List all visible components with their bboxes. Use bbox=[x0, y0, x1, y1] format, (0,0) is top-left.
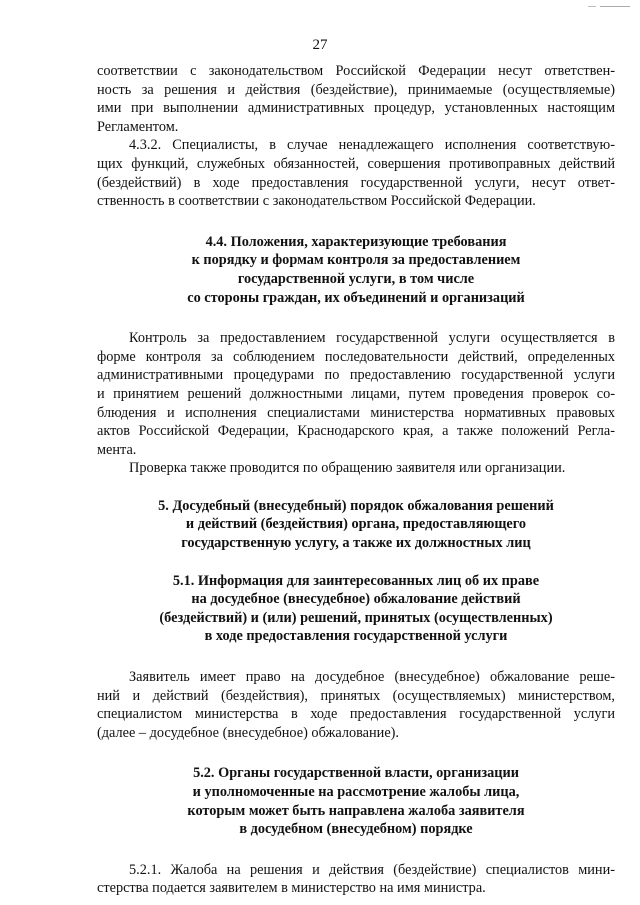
heading-line: которым может быть направлена жалоба заявителя bbox=[187, 802, 525, 819]
text-line: блюдения и исполнения специалистами министерства нормативных правовых bbox=[97, 404, 615, 421]
text-line: мента. bbox=[97, 441, 137, 458]
heading-line: государственную услугу, а также их должностных лиц bbox=[181, 535, 531, 552]
text-line: ность за решения и действия (бездействие), принимаемые (осуществляемые) bbox=[97, 81, 615, 98]
heading-line: к порядку и формам контроля за предоставлением bbox=[191, 252, 521, 269]
text-line: ственность в соответствии с законодательством Российской Федерации. bbox=[97, 193, 536, 210]
section-heading-5 bbox=[97, 497, 615, 553]
heading-line: 5.1. Информация для заинтересованных лиц об их праве bbox=[172, 572, 540, 589]
paragraph-check bbox=[97, 459, 615, 478]
section-heading-5-2 bbox=[97, 764, 615, 838]
heading-line: со стороны граждан, их объединений и организаций bbox=[187, 289, 525, 306]
text-line: стерства подается заявителем в министерство на имя министра. bbox=[97, 880, 486, 897]
page-number: 27 bbox=[312, 37, 328, 53]
section-heading-5-1 bbox=[97, 572, 615, 646]
text-line: Регламентом. bbox=[97, 118, 179, 135]
text-line: 4.3.2. Специалисты, в случае ненадлежащего исполнения соответствую- bbox=[129, 137, 615, 154]
text-line: и принятием решений должностными лицами, путем проведения проверок со- bbox=[97, 385, 615, 402]
text-line: административными процедурами по предоставлению государственной услуги bbox=[97, 367, 615, 384]
heading-line: 5. Досудебный (внесудебный) порядок обжалования решений bbox=[158, 497, 554, 514]
heading-line: 4.4. Положения, характеризующие требования bbox=[205, 233, 507, 250]
section-heading-4-4 bbox=[97, 233, 615, 307]
document-body bbox=[97, 62, 615, 898]
paragraph-right-to-appeal bbox=[97, 668, 615, 742]
paragraph-control bbox=[97, 329, 615, 459]
text-line: Заявитель имеет право на досудебное (внесудебное) обжалование реше- bbox=[129, 669, 615, 686]
text-line: Контроль за предоставлением государственной услуги осуществляется в bbox=[129, 330, 615, 347]
heading-line: и уполномоченные на рассмотрение жалобы лица, bbox=[192, 784, 520, 800]
heading-line: 5.2. Органы государственной власти, организации bbox=[193, 765, 519, 782]
paragraph-4-3-2 bbox=[97, 136, 615, 210]
text-line: специалистом министерства в ходе предоставления государственной услуги bbox=[97, 706, 615, 723]
text-line: ими при выполнении административных процедур, установленных настоящим bbox=[97, 100, 615, 117]
text-line: соответствии с законодательством Российской Федерации несут ответствен- bbox=[97, 63, 615, 79]
scan-artifact-mark bbox=[588, 6, 596, 7]
text-line: (далее – досудебное (внесудебное) обжалование). bbox=[97, 724, 400, 741]
heading-line: государственной услуги, в том числе bbox=[237, 270, 475, 287]
text-line: (бездействий) в ходе предоставления государственной услуги, несут ответ- bbox=[97, 174, 615, 191]
heading-line: на досудебное (внесудебное) обжалование действий bbox=[191, 591, 521, 608]
text-line: щих функций, служебных обязанностей, совершения противоправных действий bbox=[97, 155, 615, 172]
text-line: форме контроля за соблюдением последовательности действий, определенных bbox=[97, 348, 615, 365]
text-line: 5.2.1. Жалоба на решения и действия (бездействие) специалистов мини- bbox=[129, 861, 615, 878]
heading-line: (бездействий) и (или) решений, принятых (осуществленных) bbox=[159, 609, 553, 626]
text-line: актов Российской Федерации, Краснодарского края, а также положений Регла- bbox=[97, 423, 615, 440]
heading-line: в досудебном (внесудебном) порядке bbox=[239, 821, 473, 838]
paragraph-5-2-1 bbox=[97, 861, 615, 898]
text-line: Проверка также проводится по обращению заявителя или организации. bbox=[129, 460, 566, 477]
heading-line: и действий (бездействия) органа, предоставляющего bbox=[185, 516, 527, 533]
scan-artifact-line bbox=[600, 6, 630, 7]
paragraph-4-3-1-continuation bbox=[97, 62, 615, 136]
heading-line: в ходе предоставления государственной услуги bbox=[204, 628, 508, 645]
text-line: ний и действий (бездействия), принятых (осуществляемых) министерством, bbox=[97, 687, 615, 704]
